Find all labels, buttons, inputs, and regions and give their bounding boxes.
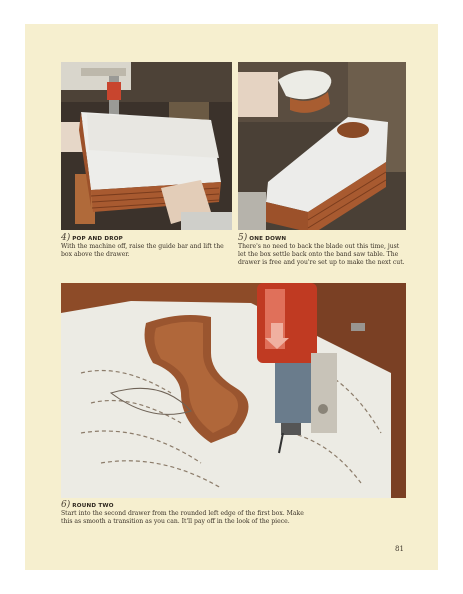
caption-6-heading — [61, 501, 311, 510]
step-title: ONE DOWN — [249, 236, 287, 242]
caption-step-4 — [61, 234, 231, 259]
caption-5-heading — [238, 234, 408, 243]
page-number: 81 — [395, 545, 404, 553]
step-text: With the machine off, raise the guide bar and lift the box above the drawer. — [61, 243, 224, 258]
photo-one-down — [238, 62, 406, 230]
step-paren: ) — [66, 233, 71, 243]
step-number: 6 — [61, 500, 67, 510]
step-text: Start into the second drawer from the rounded left edge of the first box. Make this as smooth a transition as you can. It'll pay off in the look of the piece. — [61, 510, 304, 525]
step-title: ROUND TWO — [72, 503, 114, 509]
step-paren: ) — [66, 500, 71, 510]
step-number: 4 — [61, 233, 67, 243]
caption-step-6 — [61, 501, 311, 526]
book-page — [25, 24, 438, 570]
photo-round-two — [61, 283, 406, 498]
step-title: POP AND DROP — [72, 236, 123, 242]
step-text: There's no need to back the blade out this time, just let the box settle back onto the band saw table. The drawer is free and you're set up to make the next cut. — [238, 243, 405, 266]
caption-step-5 — [238, 234, 408, 267]
photo-6-illustration — [61, 283, 406, 498]
step-paren: ) — [243, 233, 248, 243]
caption-4-heading — [61, 234, 231, 243]
photo-5-illustration — [238, 62, 406, 230]
step-number: 5 — [238, 233, 244, 243]
photo-pop-and-drop — [61, 62, 232, 230]
photo-4-illustration — [61, 62, 232, 230]
